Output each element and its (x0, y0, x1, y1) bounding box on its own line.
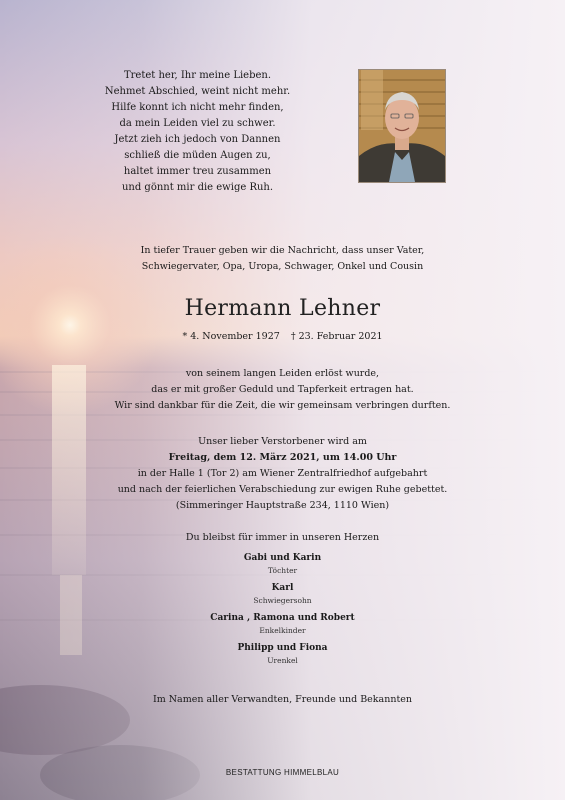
paragraph-line: das er mit großer Geduld und Tapferkeit ertragen hat. (151, 384, 414, 395)
poem-line: haltet immer treu zusammen (123, 166, 272, 177)
family-entry (0, 612, 565, 636)
poem (95, 68, 300, 196)
funeral-line: in der Halle 1 (Tor 2) am Wiener Zentralfriedhof aufgebahrt (137, 468, 428, 479)
poem-line: da mein Leiden viel zu schwer. (119, 118, 276, 129)
paragraph-line: Wir sind dankbar für die Zeit, die wir gemeinsam verbringen durften. (114, 400, 451, 411)
family-relation: Töchter (267, 566, 298, 575)
life-dates (0, 331, 565, 342)
deceased-name: Hermann Lehner (184, 296, 381, 321)
poem-line: Tretet her, Ihr meine Lieben. (123, 70, 272, 81)
suffering-paragraph (0, 366, 565, 414)
death-date: † 23. Februar 2021 (290, 331, 383, 342)
poem-line: schließ die müden Augen zu, (124, 150, 271, 161)
family-entry (0, 642, 565, 666)
funeral-date: Freitag, dem 12. März 2021, um 14.00 Uhr (168, 452, 397, 463)
poem-line: Jetzt zieh ich jedoch von Dannen (114, 134, 281, 145)
family-names: Philipp und Fiona (237, 643, 328, 653)
poem-line: Hilfe konnt ich nicht mehr finden, (111, 102, 284, 113)
family-list (0, 552, 565, 672)
intro-line: Schwiegervater, Opa, Uropa, Schwager, Onkel und Cousin (141, 261, 424, 272)
family-entry (0, 582, 565, 606)
family-names: Gabi und Karin (243, 553, 322, 563)
family-entry (0, 552, 565, 576)
heart-line: Du bleibst für immer in unseren Herzen (185, 532, 380, 543)
family-relation: Urenkel (267, 656, 298, 665)
family-relation: Enkelkinder (259, 626, 306, 635)
funeral-line: Unser lieber Verstorbener wird am (198, 436, 367, 447)
family-names: Karl (271, 583, 294, 593)
funeral-details (0, 434, 565, 514)
announcement-intro (0, 243, 565, 275)
poem-line: Nehmet Abschied, weint nicht mehr. (104, 86, 291, 97)
portrait-photo (358, 69, 446, 183)
family-relation: Schwiegersohn (253, 596, 312, 605)
intro-line: In tiefer Trauer geben wir die Nachricht, dass unser Vater, (140, 245, 425, 256)
closing-line: Im Namen aller Verwandten, Freunde und Bekannten (152, 694, 413, 705)
funeral-home-name: BESTATTUNG HIMMELBLAU (225, 768, 340, 777)
paragraph-line: von seinem langen Leiden erlöst wurde, (185, 368, 380, 379)
poem-line: und gönnt mir die ewige Ruh. (121, 182, 274, 193)
funeral-line: und nach der feierlichen Verabschiedung zur ewigen Ruhe gebettet. (117, 484, 448, 495)
birth-date: * 4. November 1927 (182, 331, 280, 342)
funeral-address: (Simmeringer Hauptstraße 234, 1110 Wien) (175, 500, 390, 511)
family-names: Carina , Ramona und Robert (210, 613, 355, 623)
